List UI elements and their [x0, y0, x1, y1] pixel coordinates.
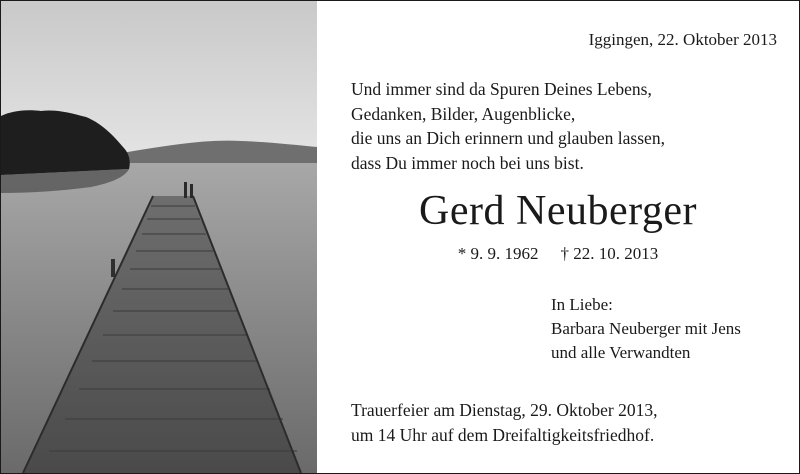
birth-date: * 9. 9. 1962 — [457, 244, 539, 263]
life-dates — [317, 244, 799, 264]
lake-jetty-photo — [1, 1, 317, 473]
verse-line: Gedanken, Bilder, Augenblicke, — [351, 103, 576, 124]
verse-line: Und immer sind da Spuren Deines Lebens, — [351, 79, 652, 99]
mourners — [551, 293, 741, 365]
funeral-info — [351, 398, 658, 447]
jetty-image — [1, 1, 317, 473]
mourners-line: Barbara Neuberger mit Jens — [551, 319, 741, 338]
memorial-verse — [351, 77, 665, 175]
mourners-line: In Liebe: — [551, 295, 613, 314]
funeral-line: um 14 Uhr auf dem Dreifaltigkeitsfriedhof. — [351, 424, 655, 445]
verse-line: dass Du immer noch bei uns bist. — [351, 152, 584, 173]
funeral-line: Trauerfeier am Dienstag, 29. Oktober 2013, — [351, 400, 658, 420]
verse-line: die uns an Dich erinnern und glauben lassen, — [351, 128, 665, 148]
notice-text — [317, 1, 799, 473]
place-date: Iggingen, 22. Oktober 2013 — [588, 30, 777, 49]
mourners-line: und alle Verwandten — [551, 343, 691, 362]
death-date: † 22. 10. 2013 — [560, 244, 659, 263]
deceased-name: Gerd Neuberger — [419, 188, 697, 234]
